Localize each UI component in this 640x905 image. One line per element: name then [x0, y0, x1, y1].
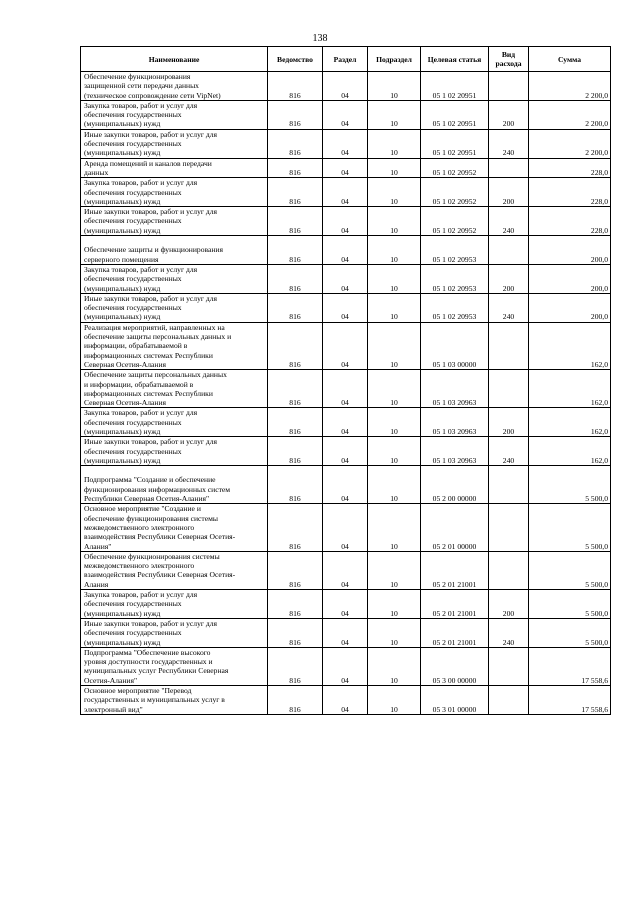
row-vedomstvo: 816: [268, 72, 323, 101]
row-razdel: 04: [323, 322, 368, 369]
row-razdel: 04: [323, 504, 368, 551]
row-podrazdel: 10: [368, 129, 421, 158]
header-celevaya-statya: Целевая статья: [421, 47, 489, 72]
row-summa: 162,0: [529, 322, 611, 369]
row-summa: 5 500,0: [529, 551, 611, 589]
header-razdel: Раздел: [323, 47, 368, 72]
row-name: Иные закупки товаров, работ и услуг для обеспечения государственных (муниципальных) нужд: [81, 129, 268, 158]
row-celevaya-statya: 05 2 01 00000: [421, 504, 489, 551]
row-razdel: 04: [323, 207, 368, 236]
row-vid-raskhoda: 200: [489, 408, 529, 437]
row-razdel: 04: [323, 437, 368, 466]
row-celevaya-statya: 05 1 02 20953: [421, 293, 489, 322]
row-podrazdel: 10: [368, 437, 421, 466]
header-podrazdel: Подраздел: [368, 47, 421, 72]
row-vid-raskhoda: [489, 370, 529, 408]
row-name: Подпрограмма "Создание и обеспечение функционирования информационных систем Республики Северная Осетия-Алания": [81, 466, 268, 504]
table-row: [81, 72, 611, 101]
table-row: [81, 322, 611, 369]
table-row: [81, 551, 611, 589]
table-row: [81, 158, 611, 178]
row-podrazdel: 10: [368, 293, 421, 322]
row-razdel: 04: [323, 129, 368, 158]
row-podrazdel: 10: [368, 207, 421, 236]
row-vedomstvo: 816: [268, 686, 323, 715]
row-podrazdel: 10: [368, 466, 421, 504]
row-summa: 200,0: [529, 293, 611, 322]
row-celevaya-statya: 05 2 01 21001: [421, 551, 489, 589]
row-summa: 5 500,0: [529, 618, 611, 647]
table-row: [81, 236, 611, 265]
row-vedomstvo: 816: [268, 129, 323, 158]
table-row: [81, 207, 611, 236]
row-vid-raskhoda: [489, 158, 529, 178]
row-razdel: 04: [323, 100, 368, 129]
row-celevaya-statya: 05 1 02 20952: [421, 158, 489, 178]
row-celevaya-statya: 05 2 01 21001: [421, 618, 489, 647]
row-podrazdel: 10: [368, 408, 421, 437]
row-celevaya-statya: 05 3 01 00000: [421, 686, 489, 715]
header-summa: Сумма: [529, 47, 611, 72]
table-row: [81, 293, 611, 322]
row-vid-raskhoda: [489, 322, 529, 369]
row-celevaya-statya: 05 1 03 20963: [421, 437, 489, 466]
row-name: Иные закупки товаров, работ и услуг для обеспечения государственных (муниципальных) нужд: [81, 437, 268, 466]
header-vedomstvo: Ведомство: [268, 47, 323, 72]
row-vid-raskhoda: 240: [489, 618, 529, 647]
row-razdel: 04: [323, 408, 368, 437]
row-razdel: 04: [323, 590, 368, 619]
row-razdel: 04: [323, 158, 368, 178]
table-row: [81, 370, 611, 408]
row-vedomstvo: 816: [268, 264, 323, 293]
row-podrazdel: 10: [368, 158, 421, 178]
row-vedomstvo: 816: [268, 647, 323, 685]
row-podrazdel: 10: [368, 264, 421, 293]
row-vedomstvo: 816: [268, 466, 323, 504]
row-razdel: 04: [323, 72, 368, 101]
table-header-row: [81, 47, 611, 72]
row-name: Обеспечение защиты персональных данных и информации, обрабатываемой в информационных системах Республики Северная Осетия-Алания: [81, 370, 268, 408]
row-vedomstvo: 816: [268, 322, 323, 369]
row-name: Закупка товаров, работ и услуг для обеспечения государственных (муниципальных) нужд: [81, 178, 268, 207]
row-vid-raskhoda: [489, 72, 529, 101]
row-celevaya-statya: 05 1 03 00000: [421, 322, 489, 369]
row-celevaya-statya: 05 1 02 20953: [421, 264, 489, 293]
table-row: [81, 129, 611, 158]
row-razdel: 04: [323, 551, 368, 589]
row-podrazdel: 10: [368, 618, 421, 647]
row-vedomstvo: 816: [268, 178, 323, 207]
row-name: Реализация мероприятий, направленных на обеспечение защиты персональных данных и информации, обрабатываемой в информационных системах Республики Северная Осетия-Алания: [81, 322, 268, 369]
row-vedomstvo: 816: [268, 437, 323, 466]
row-vedomstvo: 816: [268, 293, 323, 322]
table-row: [81, 437, 611, 466]
row-celevaya-statya: 05 3 00 00000: [421, 647, 489, 685]
row-summa: 162,0: [529, 408, 611, 437]
row-vedomstvo: 816: [268, 590, 323, 619]
row-podrazdel: 10: [368, 72, 421, 101]
row-vedomstvo: 816: [268, 100, 323, 129]
row-podrazdel: 10: [368, 686, 421, 715]
table-row: [81, 466, 611, 504]
row-razdel: 04: [323, 686, 368, 715]
table-row: [81, 504, 611, 551]
row-podrazdel: 10: [368, 178, 421, 207]
row-razdel: 04: [323, 264, 368, 293]
row-name: Закупка товаров, работ и услуг для обеспечения государственных (муниципальных) нужд: [81, 408, 268, 437]
row-summa: 5 500,0: [529, 504, 611, 551]
row-vid-raskhoda: [489, 504, 529, 551]
row-celevaya-statya: 05 1 03 20963: [421, 408, 489, 437]
header-vid-raskhoda: Вид расхода: [489, 47, 529, 72]
table-row: [81, 590, 611, 619]
row-vedomstvo: 816: [268, 370, 323, 408]
row-vedomstvo: 816: [268, 207, 323, 236]
row-name: Иные закупки товаров, работ и услуг для обеспечения государственных (муниципальных) нужд: [81, 207, 268, 236]
row-summa: 2 200,0: [529, 129, 611, 158]
row-podrazdel: 10: [368, 647, 421, 685]
row-razdel: 04: [323, 647, 368, 685]
row-summa: 2 200,0: [529, 100, 611, 129]
row-vedomstvo: 816: [268, 408, 323, 437]
row-razdel: 04: [323, 178, 368, 207]
row-vid-raskhoda: [489, 236, 529, 265]
row-vedomstvo: 816: [268, 504, 323, 551]
row-podrazdel: 10: [368, 551, 421, 589]
row-podrazdel: 10: [368, 504, 421, 551]
row-vedomstvo: 816: [268, 618, 323, 647]
row-vid-raskhoda: [489, 647, 529, 685]
row-vid-raskhoda: 200: [489, 100, 529, 129]
row-summa: 162,0: [529, 437, 611, 466]
row-podrazdel: 10: [368, 590, 421, 619]
table-row: [81, 264, 611, 293]
row-celevaya-statya: 05 1 02 20951: [421, 72, 489, 101]
row-vid-raskhoda: 240: [489, 207, 529, 236]
row-podrazdel: 10: [368, 322, 421, 369]
row-name: Обеспечение защиты и функционирования серверного помещения: [81, 236, 268, 265]
row-podrazdel: 10: [368, 100, 421, 129]
row-name: Иные закупки товаров, работ и услуг для обеспечения государственных (муниципальных) нужд: [81, 618, 268, 647]
row-vid-raskhoda: 200: [489, 264, 529, 293]
row-summa: 17 558,6: [529, 647, 611, 685]
row-celevaya-statya: 05 1 03 20963: [421, 370, 489, 408]
row-name: Закупка товаров, работ и услуг для обеспечения государственных (муниципальных) нужд: [81, 590, 268, 619]
row-name: Основное мероприятие "Создание и обеспечение функционирования системы межведомственного электронного взаимодействия Республики Северная Осетия- Алания": [81, 504, 268, 551]
row-celevaya-statya: 05 1 02 20952: [421, 207, 489, 236]
table-row: [81, 647, 611, 685]
row-summa: 2 200,0: [529, 72, 611, 101]
row-podrazdel: 10: [368, 370, 421, 408]
row-summa: 5 500,0: [529, 590, 611, 619]
row-summa: 162,0: [529, 370, 611, 408]
row-razdel: 04: [323, 370, 368, 408]
row-summa: 17 558,6: [529, 686, 611, 715]
row-name: Закупка товаров, работ и услуг для обеспечения государственных (муниципальных) нужд: [81, 264, 268, 293]
row-celevaya-statya: 05 2 01 21001: [421, 590, 489, 619]
page-number: 138: [312, 33, 328, 44]
row-celevaya-statya: 05 1 02 20953: [421, 236, 489, 265]
row-vid-raskhoda: [489, 551, 529, 589]
row-vid-raskhoda: 240: [489, 437, 529, 466]
table-row: [81, 618, 611, 647]
row-celevaya-statya: 05 1 02 20951: [421, 129, 489, 158]
row-vid-raskhoda: 240: [489, 129, 529, 158]
row-name: Обеспечение функционирования системы межведомственного электронного взаимодействия Республики Северная Осетия- Алания: [81, 551, 268, 589]
table-row: [81, 178, 611, 207]
row-celevaya-statya: 05 1 02 20951: [421, 100, 489, 129]
budget-table: [80, 46, 611, 715]
header-name: Наименование: [81, 47, 268, 72]
row-razdel: 04: [323, 618, 368, 647]
row-razdel: 04: [323, 466, 368, 504]
row-razdel: 04: [323, 293, 368, 322]
row-vid-raskhoda: 200: [489, 178, 529, 207]
table-row: [81, 100, 611, 129]
row-vid-raskhoda: 240: [489, 293, 529, 322]
row-celevaya-statya: 05 2 00 00000: [421, 466, 489, 504]
row-vedomstvo: 816: [268, 158, 323, 178]
row-summa: 228,0: [529, 178, 611, 207]
row-name: Иные закупки товаров, работ и услуг для обеспечения государственных (муниципальных) нужд: [81, 293, 268, 322]
row-vid-raskhoda: 200: [489, 590, 529, 619]
row-vid-raskhoda: [489, 466, 529, 504]
row-summa: 200,0: [529, 264, 611, 293]
table-row: [81, 408, 611, 437]
row-vedomstvo: 816: [268, 236, 323, 265]
row-name: Основное мероприятие "Перевод государственных и муниципальных услуг в электронный вид": [81, 686, 268, 715]
row-name: Подпрограмма "Обеспечение высокого уровня доступности государственных и муниципальных услуг Республики Северная Осетия-Алания": [81, 647, 268, 685]
row-summa: 228,0: [529, 158, 611, 178]
row-vid-raskhoda: [489, 686, 529, 715]
row-summa: 200,0: [529, 236, 611, 265]
row-name: Аренда помещений и каналов передачи данных: [81, 158, 268, 178]
row-name: Закупка товаров, работ и услуг для обеспечения государственных (муниципальных) нужд: [81, 100, 268, 129]
row-vedomstvo: 816: [268, 551, 323, 589]
table-row: [81, 686, 611, 715]
row-summa: 228,0: [529, 207, 611, 236]
row-summa: 5 500,0: [529, 466, 611, 504]
row-celevaya-statya: 05 1 02 20952: [421, 178, 489, 207]
row-name: Обеспечение функционирования защищенной сети передачи данных (техническое сопровождение сети VipNet): [81, 72, 268, 101]
row-razdel: 04: [323, 236, 368, 265]
row-podrazdel: 10: [368, 236, 421, 265]
